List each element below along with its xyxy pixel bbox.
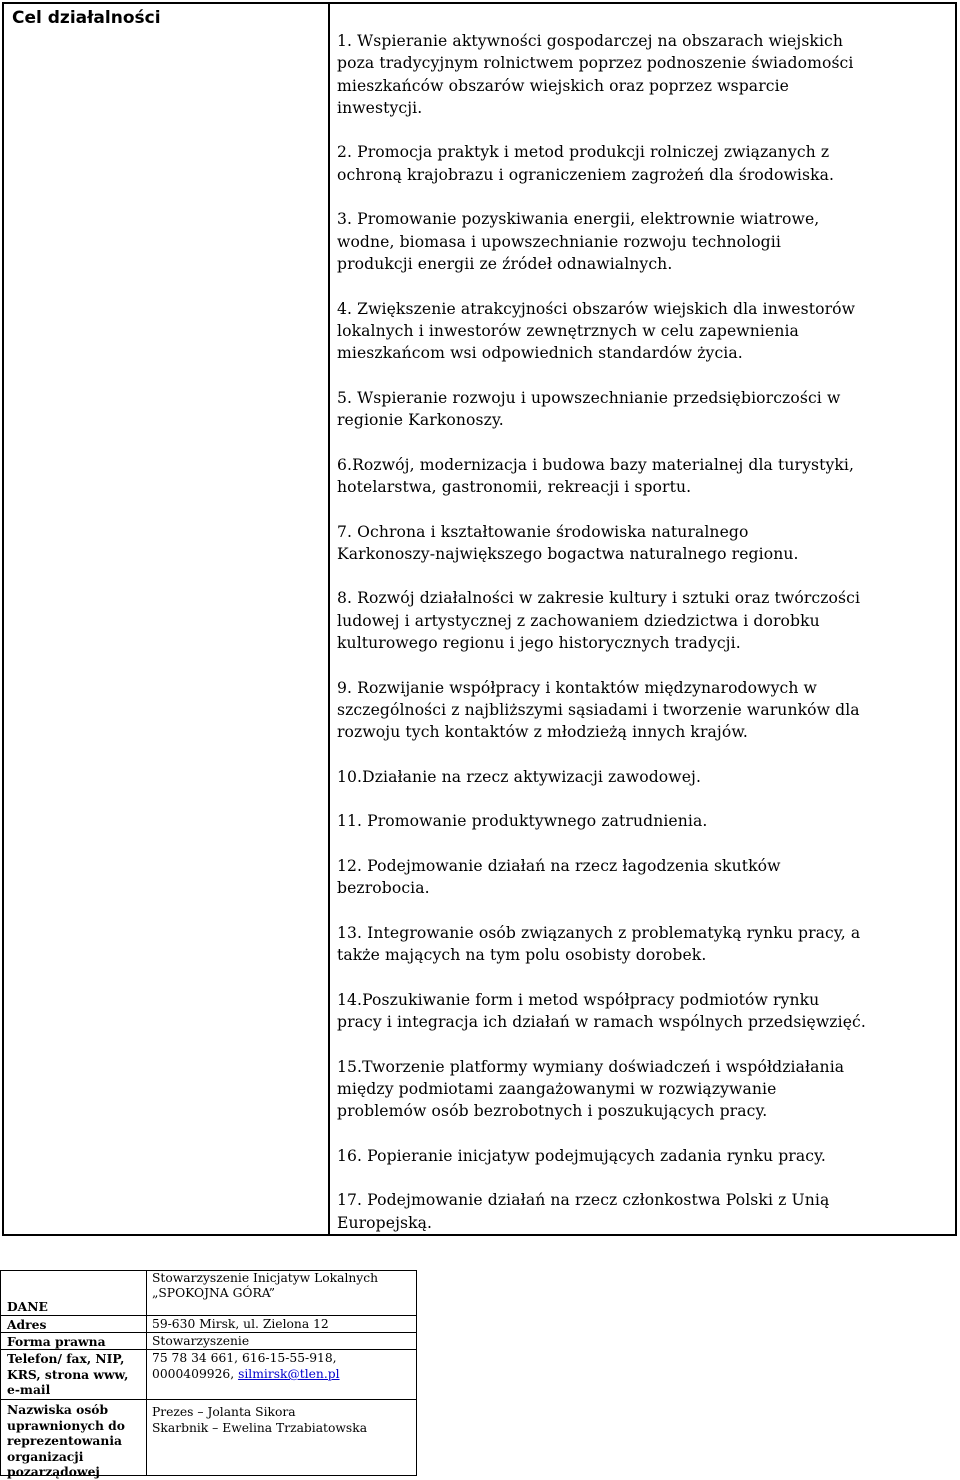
goal-item: 7. Ochrona i kształtowanie środowiska naturalnego Karkonoszy-największego bogactwa naturalnego regionu. — [337, 522, 799, 563]
goal-item: 5. Wspieranie rozwoju i upowszechnianie przedsiębiorczości w regionie Karkonoszy. — [337, 388, 841, 430]
org-data-table — [0, 1270, 417, 1479]
goal-item: 2. Promocja praktyk i metod produkcji rolniczej związanych z ochroną krajobrazu i ograniczeniem zagrożeń dla środowiska. — [337, 143, 835, 184]
contact-value-line1: 75 78 34 661, 616-15-55-918, — [152, 1351, 337, 1365]
goal-item: 9. Rozwijanie współpracy i kontaktów międzynarodowych w szczególności z najbliższymi sąsiadami i tworzenie warunków dla rozwoju tych kontaktów z młodzieżą innych krajów. — [337, 678, 860, 742]
address-label: Adres — [7, 1317, 47, 1332]
row-divider — [1, 1399, 416, 1400]
goal-item: 17. Podejmowanie działań na rzecz członkostwa Polski z Unią Europejską. — [337, 1191, 830, 1232]
legal-form-label: Forma prawna — [7, 1334, 106, 1349]
rep-president: Prezes – Jolanta Sikora — [152, 1405, 296, 1419]
contact-label: Telefon/ fax, NIP, KRS, strona www, e-mail — [7, 1351, 129, 1397]
goals-list — [337, 30, 957, 1256]
legal-form-value: Stowarzyszenie — [152, 1334, 250, 1348]
goal-item: 4. Zwiększenie atrakcyjności obszarów wiejskich dla inwestorów lokalnych i inwestorów zewnętrznych w celu zapewnienia mieszkańcom wsi odpowiednich standardów życia. — [337, 299, 856, 363]
goal-item: 10.Działanie na rzecz aktywizacji zawodowej. — [337, 767, 702, 786]
goal-item: 13. Integrowanie osób związanych z problematyką rynku pracy, a także mających na tym polu osobisty dorobek. — [337, 923, 861, 965]
section-label: Cel działalności — [12, 8, 161, 28]
address-value: 59-630 Mirsk, ul. Zielona 12 — [152, 1317, 329, 1331]
goal-item: 1. Wspieranie aktywności gospodarczej na obszarach wiejskich poza tradycyjnym rolnictwem poprzez podnoszenie świadomości mieszkańców obszarów wiejskich oraz poprzez wsparcie inwestycji. — [337, 32, 854, 117]
column-divider — [328, 4, 330, 1234]
goal-item: 11. Promowanie produktywnego zatrudnienia. — [337, 812, 708, 831]
goal-item: 6.Rozwój, modernizacja i budowa bazy materialnej dla turystyki, hotelarstwa, gastronomii, rekreacji i sportu. — [337, 455, 855, 496]
goal-item: 16. Popieranie inicjatyw podejmujących zadania rynku pracy. — [337, 1146, 826, 1165]
nip-krs-text: 0000409926, — [152, 1367, 239, 1381]
goal-item: 14.Poszukiwanie form i metod współpracy podmiotów rynku pracy i integracja ich działań w ramach wspólnych przedsięwzięć. — [337, 990, 866, 1032]
goal-item: 12. Podejmowanie działań na rzecz łagodzenia skutków bezrobocia. — [337, 856, 781, 898]
goal-item: 8. Rozwój działalności w zakresie kultury i sztuki oraz twórczości ludowej i artystycznej z zachowaniem dziedzictwa i dorobku kulturowego regionu i jego historycznych tradycji. — [337, 589, 861, 653]
rep-treasurer: Skarbnik – Ewelina Trzabiatowska — [152, 1421, 368, 1435]
table-divider — [146, 1271, 147, 1475]
header-label: DANE — [7, 1299, 48, 1314]
goal-item: 3. Promowanie pozyskiwania energii, elektrownie wiatrowe, wodne, biomasa i upowszechnianie rozwoju technologii produkcji energii ze źródeł odnawialnych. — [337, 210, 820, 273]
email-link[interactable]: silmirsk@tlen.pl — [238, 1367, 340, 1381]
reps-label: Nazwiska osób uprawnionych do reprezentowania organizacji pozarządowej — [7, 1402, 125, 1479]
row-divider — [1, 1315, 416, 1316]
goals-table — [2, 2, 957, 1236]
org-name-line2: „SPOKOJNA GÓRA” — [152, 1286, 276, 1300]
org-name-line1: Stowarzyszenie Inicjatyw Lokalnych — [152, 1271, 379, 1285]
contact-value-line2 — [152, 1367, 340, 1383]
goal-item: 15.Tworzenie platformy wymiany doświadczeń i współdziałania między podmiotami zaangażowanymi w rozwiązywanie problemów osób bezrobotnych i poszukujących pracy. — [337, 1057, 845, 1121]
